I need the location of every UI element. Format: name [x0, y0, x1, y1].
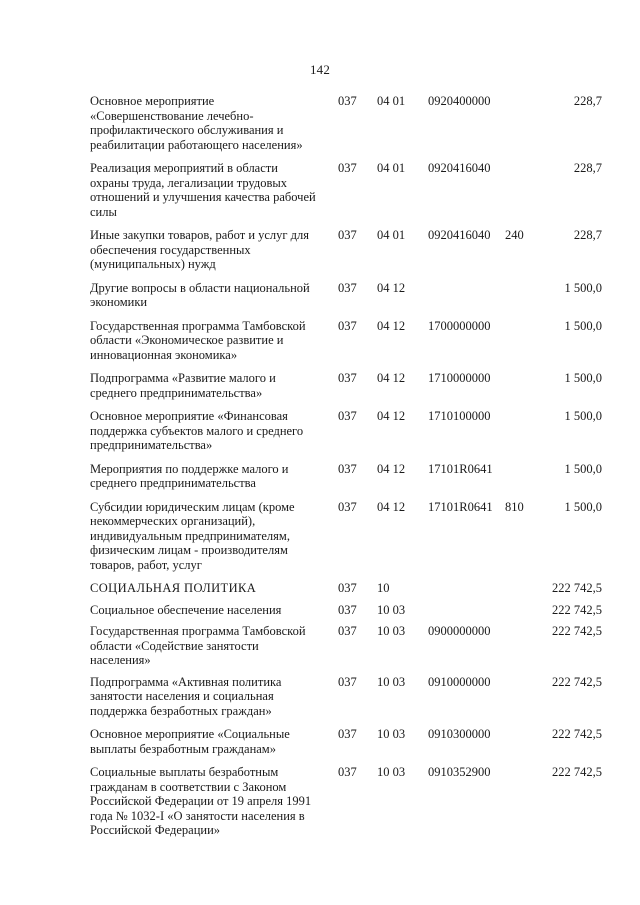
- org-code: 037: [338, 318, 357, 333]
- table-row: [90, 281, 610, 310]
- section-code: 10: [377, 581, 390, 595]
- table-row: [90, 161, 610, 219]
- amount-value: 1 500,0: [564, 371, 602, 385]
- row-name: Основное мероприятие «Социальные выплаты безработным гражданам»: [90, 727, 290, 756]
- row-spacer: [90, 152, 610, 161]
- section-code: 04 01: [377, 161, 406, 175]
- expense-type-code: 240: [505, 228, 524, 242]
- budget-table: [90, 94, 610, 838]
- table-row: [90, 500, 610, 573]
- row-spacer: [90, 718, 610, 727]
- section-code: 04 12: [377, 409, 406, 423]
- section-code: 10 03: [377, 674, 406, 689]
- amount-value: 1 500,0: [564, 318, 602, 333]
- org-code: 037: [338, 94, 357, 108]
- amount-value: 1 500,0: [564, 409, 602, 423]
- amount-value: 1 500,0: [564, 461, 602, 476]
- table-row: [90, 765, 610, 838]
- section-code: 04 01: [377, 94, 406, 108]
- table-row: [90, 581, 610, 596]
- target-article-code: 0910300000: [428, 727, 491, 741]
- row-spacer: [90, 491, 610, 500]
- org-code: 037: [338, 581, 357, 595]
- org-code: 037: [338, 624, 357, 638]
- amount-value: 222 742,5: [552, 727, 602, 741]
- row-spacer: [90, 572, 610, 581]
- row-name: Основное мероприятие «Совершенствование лечебно-профилактического обслуживания и реабилитации работающего населения»: [90, 94, 303, 152]
- amount-value: 222 742,5: [552, 624, 602, 638]
- row-spacer: [90, 272, 610, 281]
- org-code: 037: [338, 409, 357, 423]
- amount-value: 1 500,0: [564, 499, 602, 514]
- table-row: [90, 624, 610, 668]
- row-spacer: [90, 219, 610, 228]
- org-code: 037: [338, 727, 357, 741]
- amount-value: 222 742,5: [552, 674, 602, 689]
- org-code: 037: [338, 228, 357, 242]
- amount-value: 228,7: [573, 228, 602, 242]
- section-code: 10 03: [377, 602, 406, 617]
- target-article-code: 1710000000: [428, 371, 491, 385]
- section-code: 04 12: [377, 371, 406, 385]
- page-number: 142: [309, 62, 331, 77]
- row-name: Субсидии юридическим лицам (кроме некоммерческих организаций), индивидуальным предпринимателям, физическим лицам - производителям товаров, работ, услуг: [90, 499, 295, 572]
- table-row: [90, 727, 610, 756]
- row-name: Иные закупки товаров, работ и услуг для обеспечения государственных (муниципальных) нужд: [90, 228, 310, 271]
- table-row: [90, 409, 610, 453]
- amount-value: 222 742,5: [552, 602, 602, 617]
- row-name: Подпрограмма «Активная политика занятости населения и социальная поддержка безработных граждан»: [90, 674, 282, 718]
- row-name: Подпрограмма «Развитие малого и среднего предпринимательства»: [90, 371, 276, 400]
- row-spacer: [90, 596, 610, 603]
- section-heading: СОЦИАЛЬНАЯ ПОЛИТИКА: [90, 581, 257, 595]
- target-article-code: 0910000000: [428, 674, 491, 689]
- amount-value: 222 742,5: [552, 581, 602, 595]
- amount-value: 222 742,5: [552, 765, 602, 779]
- row-name: Государственная программа Тамбовской области «Экономическое развитие и инновационная экономика»: [90, 318, 306, 362]
- amount-value: 228,7: [573, 94, 602, 108]
- amount-value: 228,7: [573, 161, 602, 175]
- row-name: Основное мероприятие «Финансовая поддержка субъектов малого и среднего предпринимательства»: [90, 409, 304, 452]
- row-spacer: [90, 668, 610, 675]
- row-name: Социальное обеспечение населения: [90, 602, 282, 617]
- target-article-code: 17101R0641: [428, 461, 493, 476]
- row-name: Социальные выплаты безработным гражданам в соответствии с Законом Российской Федерации от 19 апреля 1991 года № 1032-I «О занятости населения в Российской Федерации»: [90, 765, 312, 837]
- table-row: [90, 228, 610, 272]
- target-article-code: 0900000000: [428, 624, 491, 638]
- section-code: 04 12: [377, 280, 406, 295]
- target-article-code: 0920416040: [428, 161, 491, 175]
- row-spacer: [90, 617, 610, 624]
- section-code: 10 03: [377, 624, 406, 638]
- row-name: Другие вопросы в области национальной экономики: [90, 280, 310, 309]
- table-row: [90, 319, 610, 363]
- target-article-code: 0920400000: [428, 94, 491, 108]
- row-spacer: [90, 310, 610, 319]
- org-code: 037: [338, 280, 357, 295]
- target-article-code: 1700000000: [428, 318, 491, 333]
- section-code: 04 12: [377, 318, 406, 333]
- section-code: 10 03: [377, 727, 406, 741]
- amount-value: 1 500,0: [564, 280, 602, 295]
- target-article-code: 0910352900: [428, 765, 491, 779]
- row-spacer: [90, 362, 610, 371]
- section-code: 04 01: [377, 228, 406, 242]
- table-row: [90, 94, 610, 152]
- org-code: 037: [338, 161, 357, 175]
- target-article-code: 17101R0641: [428, 499, 493, 514]
- target-article-code: 1710100000: [428, 409, 491, 423]
- section-code: 10 03: [377, 765, 406, 779]
- table-row: [90, 603, 610, 618]
- table-row: [90, 462, 610, 491]
- org-code: 037: [338, 674, 357, 689]
- section-code: 04 12: [377, 461, 406, 476]
- row-spacer: [90, 756, 610, 765]
- table-row: [90, 675, 610, 719]
- org-code: 037: [338, 371, 357, 385]
- target-article-code: 0920416040: [428, 228, 491, 242]
- row-spacer: [90, 400, 610, 409]
- org-code: 037: [338, 602, 357, 617]
- table-row: [90, 371, 610, 400]
- section-code: 04 12: [377, 499, 406, 514]
- org-code: 037: [338, 765, 357, 779]
- org-code: 037: [338, 461, 357, 476]
- row-name: Мероприятия по поддержке малого и среднего предпринимательства: [90, 461, 289, 490]
- org-code: 037: [338, 499, 357, 514]
- row-name: Реализация мероприятий в области охраны труда, легализации трудовых отношений и улучшения качества рабочей силы: [90, 161, 316, 219]
- row-name: Государственная программа Тамбовской области «Содействие занятости населения»: [90, 624, 306, 667]
- row-spacer: [90, 453, 610, 462]
- expense-type-code: 810: [505, 499, 524, 514]
